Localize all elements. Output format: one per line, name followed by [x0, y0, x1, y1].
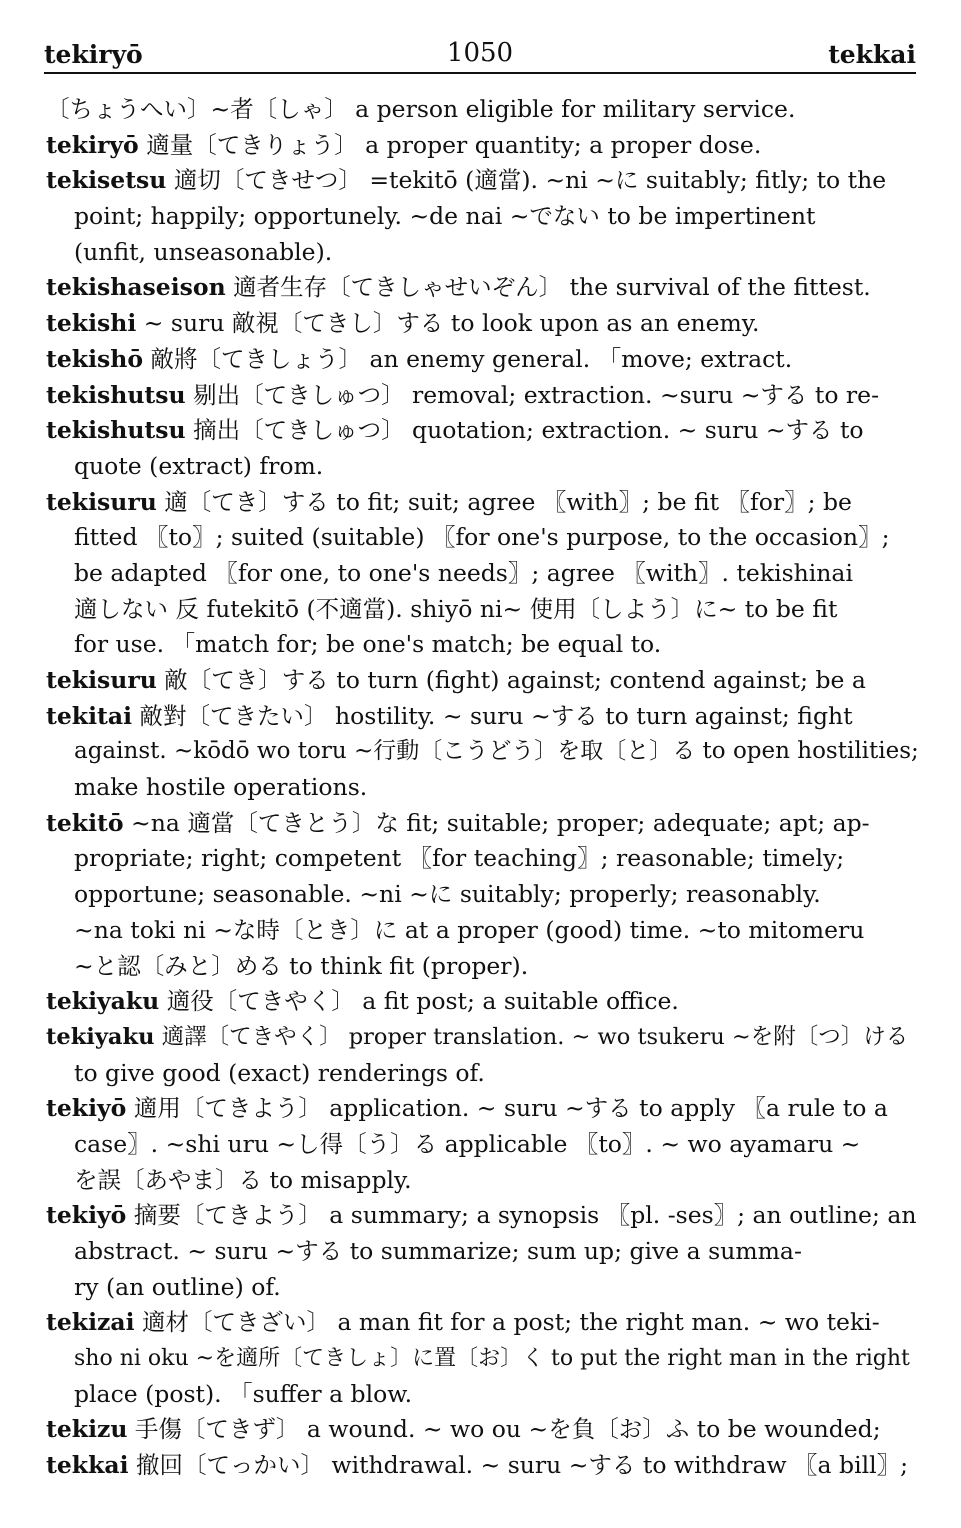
entry-text: ~ suru 敵視〔てきし〕する to look upon as an enemy.	[136, 309, 760, 338]
entry-text: 摘要〔てきよう〕 a summary; a synopsis 〖pl. -ses〗; an outline; an	[126, 1201, 917, 1230]
headword: tekishaseison	[46, 273, 226, 302]
entry-text: 適〔てき〕する to fit; suit; agree 〖with〗; be fit 〖for〗; be	[156, 487, 852, 516]
headword: tekisuru	[46, 666, 157, 694]
entry-text: 敵〔てき〕する to turn (fight) against; contend against; be a	[156, 666, 866, 694]
entry-line	[46, 1377, 922, 1413]
header-rule	[44, 72, 916, 74]
headword: tekitō	[46, 808, 124, 837]
headword: tekizu	[46, 1415, 128, 1444]
entry-text: against. ~kōdō wo toru ~行動〔こうどう〕を取〔と〕る to open hostilities;	[74, 738, 919, 765]
entry-line	[46, 806, 922, 842]
headword: tekisetsu	[46, 166, 167, 195]
headword: tekishutsu	[46, 416, 186, 445]
headword: tekiyō	[46, 1201, 127, 1230]
entry-line	[46, 485, 922, 521]
entry-line	[46, 378, 922, 414]
entry-text: 適役〔てきやく〕 a fit post; a suitable office.	[159, 987, 679, 1016]
dictionary-entries	[46, 92, 922, 1484]
entry-text: 摘出〔てきしゅつ〕 quotation; extraction. ~ suru ~する to	[185, 416, 864, 445]
entry-text: 敵對〔てきたい〕 hostility. ~ suru ~する to turn against; fight	[132, 701, 853, 730]
entry-line	[46, 1412, 922, 1448]
headword: tekishutsu	[46, 380, 186, 409]
entry-line	[46, 913, 922, 949]
entry-line	[46, 1163, 922, 1199]
headword: tekisuru	[46, 487, 157, 516]
entry-text: abstract. ~ suru ~する to summarize; sum up; give a summa-	[74, 1237, 802, 1265]
entry-line	[46, 1127, 922, 1163]
entry-line	[46, 1020, 922, 1056]
entry-text: be adapted 〖for one, to one's needs〗; agree 〖with〗. tekishinai	[74, 558, 853, 587]
entry-text: 適用〔てきよう〕 application. ~ suru ~する to apply 〖a rule to a	[126, 1094, 888, 1123]
entry-text: 敵將〔てきしょう〕 an enemy general. 「move; extract.	[143, 344, 793, 373]
entry-line	[46, 592, 922, 628]
entry-line	[46, 235, 922, 271]
entry-text: propriate; right; competent 〖for teaching〗; reasonable; timely;	[74, 844, 845, 873]
entry-line	[46, 520, 922, 556]
headword: tekiyaku	[46, 987, 160, 1016]
headword: tekiyaku	[46, 1023, 155, 1050]
entry-line	[46, 1056, 922, 1092]
entry-line	[46, 342, 922, 378]
headword: tekishi	[46, 309, 137, 338]
page-number: 1050	[446, 38, 514, 68]
entry-line	[46, 199, 922, 235]
entry-line	[46, 984, 922, 1020]
entry-text: ~と認〔みと〕める to think fit (proper).	[74, 951, 529, 980]
entry-line	[46, 449, 922, 485]
entry-line	[46, 949, 922, 985]
left-guide-word: tekiryō	[44, 40, 143, 69]
entry-text: (unfit, unseasonable).	[74, 237, 333, 266]
entry-line	[46, 699, 922, 735]
entry-line	[46, 1448, 922, 1484]
entry-line	[46, 1198, 922, 1234]
entry-text: point; happily; opportunely. ~de nai ~でない to be impertinent	[74, 202, 816, 231]
entry-text: make hostile operations.	[74, 773, 368, 802]
entry-text: 適譯〔てきやく〕 proper translation. ~ wo tsukeru ~を附〔つ〕ける	[154, 1023, 909, 1050]
entry-line	[46, 734, 922, 770]
entry-line	[46, 877, 922, 913]
headword: tekiryō	[46, 130, 139, 159]
entry-text: 手傷〔てきず〕 a wound. ~ wo ou ~を負〔お〕ふ to be wounded;	[127, 1415, 881, 1444]
headword: tekiyō	[46, 1094, 127, 1123]
entry-text: 適量〔てきりょう〕 a proper quantity; a proper dose.	[138, 130, 762, 159]
entry-line	[46, 306, 922, 342]
headword: tekkai	[46, 1451, 129, 1480]
entry-text: を誤〔あやま〕る to misapply.	[74, 1165, 412, 1194]
entry-line	[46, 413, 922, 449]
entry-line	[46, 663, 922, 699]
entry-text: opportune; seasonable. ~ni ~に suitably; properly; reasonably.	[74, 880, 821, 909]
entry-text: 適切〔てきせつ〕 =tekitō (適當). ~ni ~に suitably; fitly; to the	[166, 166, 887, 195]
entry-line	[46, 556, 922, 592]
entry-text: 剔出〔てきしゅつ〕 removal; extraction. ~suru ~する to re-	[185, 380, 880, 409]
entry-line	[46, 92, 922, 128]
right-guide-word: tekkai	[828, 40, 916, 69]
entry-line	[46, 1305, 922, 1341]
headword: tekishō	[46, 344, 144, 373]
entry-line	[46, 1091, 922, 1127]
entry-text: sho ni oku ~を適所〔てきしょ〕に置〔お〕く to put the right man in the right	[74, 1346, 910, 1372]
entry-text: 撤回〔てっかい〕 withdrawal. ~ suru ~する to withdraw 〖a bill〗;	[128, 1451, 909, 1480]
entry-text: ~na toki ni ~な時〔とき〕に at a proper (good) time. ~to mitomeru	[74, 915, 865, 944]
entry-text: case〗. ~shi uru ~し得〔う〕る applicable 〖to〗. ~ wo ayamaru ~	[74, 1129, 861, 1158]
entry-line	[46, 841, 922, 877]
entry-line	[46, 270, 922, 306]
headword: tekitai	[46, 701, 133, 730]
entry-text: for use. 「match for; be one's match; be equal to.	[74, 630, 662, 659]
headword: tekizai	[46, 1308, 135, 1337]
entry-text: ry (an outline) of.	[74, 1272, 281, 1301]
entry-text: to give good (exact) renderings of.	[74, 1058, 485, 1087]
entry-text: 適材〔てきざい〕 a man fit for a post; the right man. ~ wo teki-	[134, 1308, 880, 1337]
entry-text: place (post). 「suffer a blow.	[74, 1379, 413, 1408]
entry-line	[46, 1341, 922, 1377]
page-header	[44, 30, 916, 74]
entry-line	[46, 1234, 922, 1270]
entry-line	[46, 770, 922, 806]
entry-text: ~na 適當〔てきとう〕な fit; suitable; proper; adequate; apt; ap-	[123, 808, 870, 837]
entry-line	[46, 128, 922, 164]
entry-text: 適しない 反 futekitō (不適當). shiyō ni~ 使用〔しよう〕に~ to be fit	[74, 594, 838, 623]
entry-text: quote (extract) from.	[74, 451, 324, 480]
entry-text: 適者生存〔てきしゃせいぞん〕 the survival of the fittest.	[225, 273, 871, 302]
entry-line	[46, 627, 922, 663]
entry-line	[46, 1270, 922, 1306]
entry-text: 〔ちょうへい〕~者〔しゃ〕 a person eligible for military service.	[46, 95, 796, 123]
entry-line	[46, 163, 922, 199]
entry-text: fitted 〖to〗; suited (suitable) 〖for one's purpose, to the occasion〗;	[74, 523, 890, 552]
